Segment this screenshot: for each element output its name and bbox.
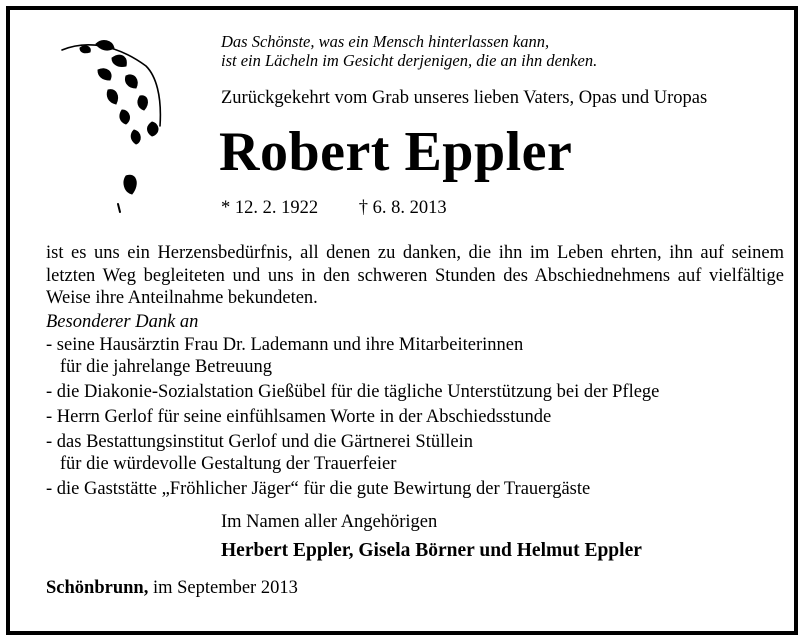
life-dates [221,198,447,219]
leaf-branch-icon [56,36,176,216]
special-thanks-title: Besonderer Dank an [46,312,199,332]
quote-line-2: ist ein Lächeln im Gesicht derjenigen, die an ihn denken. [221,51,598,70]
place-month: im September 2013 [152,578,298,598]
signoff-line: Im Namen aller Angehörigen [221,512,438,532]
thanks-paragraph [46,242,784,310]
place-date [46,578,298,599]
list-item: - seine Hausärztin Frau Dr. Lademann und ihre Mitarbeiterinnen für die jahrelange Betreuung [46,335,524,377]
list-item: - die Gaststätte „Fröhlicher Jäger“ für die gute Bewirtung der Trauergäste [46,479,591,499]
deceased-name: Robert Eppler [219,121,573,183]
place-town: Schönbrunn, [46,578,149,598]
epigraph-quote [221,32,597,70]
paragraph-text: ist es uns ein Herzensbedürfnis, all denen zu danken, die ihn im Leben ehrten, ihn auf seinem letzten Weg begleiteten und uns in den schweren Stunden des Abschiednehmens auf vielfältige Weise ihre Anteilnahme bekundeten. [46,243,784,308]
death-date: † 6. 8. 2013 [358,198,447,218]
list-item: - die Diakonie-Sozialstation Gießübel für die tägliche Unterstützung bei der Pflege [46,382,660,402]
birth-date: * 12. 2. 1922 [221,198,319,218]
list-item: - Herrn Gerlof für seine einfühlsamen Worte in der Abschiedsstunde [46,407,552,427]
thanks-list [46,334,659,503]
quote-line-1: Das Schönste, was ein Mensch hinterlassen kann, [221,32,550,51]
intro-line: Zurückgekehrt vom Grab unseres lieben Vaters, Opas und Uropas [221,88,708,108]
list-item: - das Bestattungsinstitut Gerlof und die Gärtnerei Stüllein für die würdevolle Gestaltung der Trauerfeier [46,432,473,474]
signers-names: Herbert Eppler, Gisela Börner und Helmut Eppler [221,540,642,561]
